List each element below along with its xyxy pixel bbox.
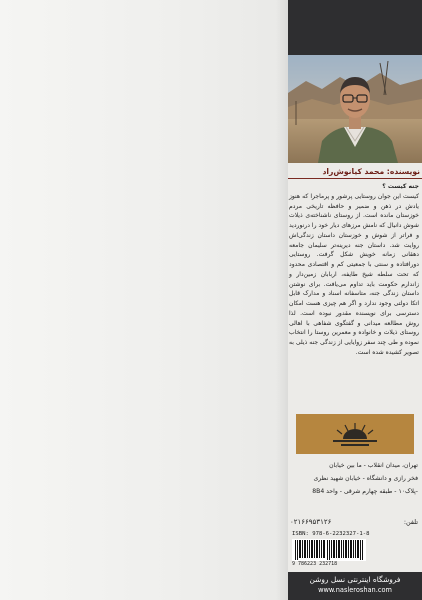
store-name: فروشگاه اینترنتی نسل روشن	[309, 575, 401, 584]
info-column	[288, 0, 422, 600]
barcode-digits: 9 786223 232718	[292, 561, 338, 567]
top-dark-band	[288, 0, 422, 55]
publisher-address	[290, 459, 418, 499]
bottom-dark-band	[288, 572, 422, 600]
author-photo	[288, 55, 422, 163]
phone-number: ۰۲۱۶۶۹۵۳۱۲۶	[290, 518, 332, 526]
description-text: کیست این جوان روستایی پرشور و پرماجرا که هنوز یادش در ذهن و ضمیر و حافظه تاریخی مردم خوزستان مانده است. از روستای ناشناخته‌ی ذیلات شوش دانیال که نامش مرزهای دیار خود را درنوردید و فراتر از شوش و خوزستان داستان زندگی‌اش روایت شد. داستان جنه دیرینه‌تر سلیمان جامعه دهقانی زمانه خویش شکل گرفت. روستایی دورافتاده و سنتی با جمعیتی کم و اقتصادی محدود که تحت سلطه شیخ طایفه، اربابان زمین‌دار و زاندارم حکومت باید تداوم می‌یافت. برای نوشتن داستان زندگی جنه، متاسفانه اسناد و مدارک قابل اتکا دولتی وجود ندارد و اگر هم چیزی هست امکان دسترسی برای نویسنده مقدور نبوده است. لذا روش مطالعه میدانی و گفتگوی شفاهی با اهالی روستای ذیلات و خانواده و معمرین روستا را انتخاب نموده و طی چند سفر زوایایی از زندگی جنه ذیلی به تصویر کشیده شده است.	[289, 192, 419, 356]
book-description	[289, 182, 419, 358]
address-line: -پلاک۱۰ - طبقه چهارم شرقی - واحد 8B4	[312, 488, 418, 496]
publisher-logo	[296, 414, 414, 454]
phone-row	[290, 518, 418, 530]
isbn-text: ISBN: 978-6-2232327-1-8	[292, 531, 370, 537]
address-line: فخر رازی و دانشگاه - خیابان شهید نظری	[313, 475, 418, 483]
address-line: تهران، میدان انقلاب - ما بین خیابان	[329, 462, 418, 469]
phone-label: تلفن:	[403, 518, 418, 526]
description-heading: جنه کیست ؟	[382, 183, 419, 190]
barcode-icon	[292, 539, 366, 561]
cover-shadow	[276, 0, 288, 600]
isbn-barcode-block	[292, 531, 416, 571]
author-name: نویسنده: محمد کیانوش‌راد	[288, 165, 422, 179]
sunrise-logo-icon	[325, 419, 385, 449]
store-url-link[interactable]: www.nasleroshan.com	[318, 586, 392, 594]
